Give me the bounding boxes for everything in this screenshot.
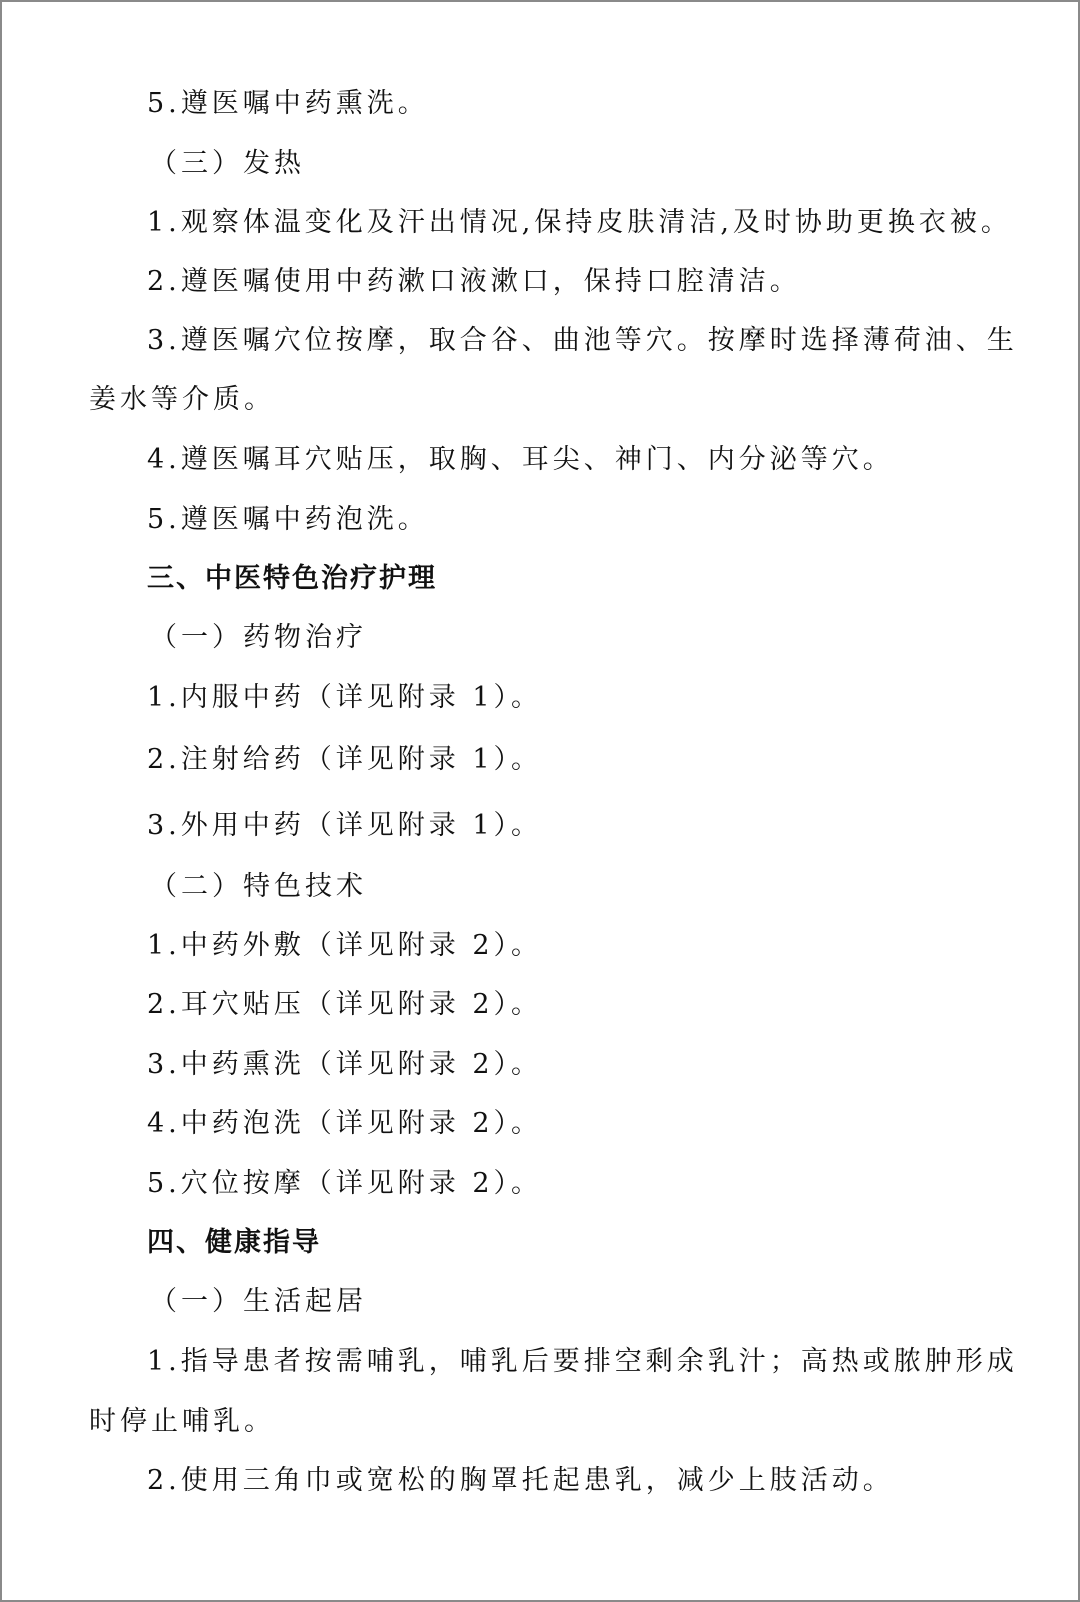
paragraph-line: 3.外用中药（详见附录 1）。 bbox=[147, 810, 543, 841]
paragraph-line: 3.中药熏洗（详见附录 2）。 bbox=[147, 1049, 543, 1080]
subsection-heading-fever: （三）发热 bbox=[150, 148, 305, 179]
paragraph-continuation: 姜水等介质。 bbox=[89, 384, 275, 415]
paragraph-line: 2.遵医嘱使用中药漱口液漱口，保持口腔清洁。 bbox=[147, 266, 801, 297]
section-heading-health-guidance: 四、健康指导 bbox=[147, 1227, 321, 1258]
subsection-heading-drug-therapy: （一）药物治疗 bbox=[150, 622, 367, 653]
paragraph-line: 2.使用三角巾或宽松的胸罩托起患乳，减少上肢活动。 bbox=[147, 1465, 894, 1496]
subsection-heading-daily-living: （一）生活起居 bbox=[150, 1286, 367, 1317]
section-heading-tcm-treatment: 三、中医特色治疗护理 bbox=[147, 563, 437, 594]
paragraph-line: 5.穴位按摩（详见附录 2）。 bbox=[147, 1168, 543, 1199]
paragraph-line: 5.遵医嘱中药泡洗。 bbox=[147, 504, 429, 535]
paragraph-line: 1.内服中药（详见附录 1）。 bbox=[147, 682, 543, 713]
paragraph-line: 5.遵医嘱中药熏洗。 bbox=[147, 88, 429, 119]
paragraph-line: 2.耳穴贴压（详见附录 2）。 bbox=[147, 989, 543, 1020]
paragraph-line: 1.中药外敷（详见附录 2）。 bbox=[147, 930, 543, 961]
paragraph-line: 4.遵医嘱耳穴贴压，取胸、耳尖、神门、内分泌等穴。 bbox=[147, 444, 894, 475]
paragraph-line: 1.观察体温变化及汗出情况,保持皮肤清洁,及时协助更换衣被。 bbox=[147, 207, 1012, 238]
paragraph-line: 3.遵医嘱穴位按摩，取合谷、曲池等穴。按摩时选择薄荷油、生 bbox=[147, 325, 1018, 356]
paragraph-line: 4.中药泡洗（详见附录 2）。 bbox=[147, 1108, 543, 1139]
paragraph-continuation: 时停止哺乳。 bbox=[89, 1406, 275, 1437]
paragraph-line: 2.注射给药（详见附录 1）。 bbox=[147, 744, 543, 775]
paragraph-line: 1.指导患者按需哺乳，哺乳后要排空剩余乳汁；高热或脓肿形成 bbox=[147, 1346, 1018, 1377]
subsection-heading-special-techniques: （二）特色技术 bbox=[150, 871, 367, 902]
